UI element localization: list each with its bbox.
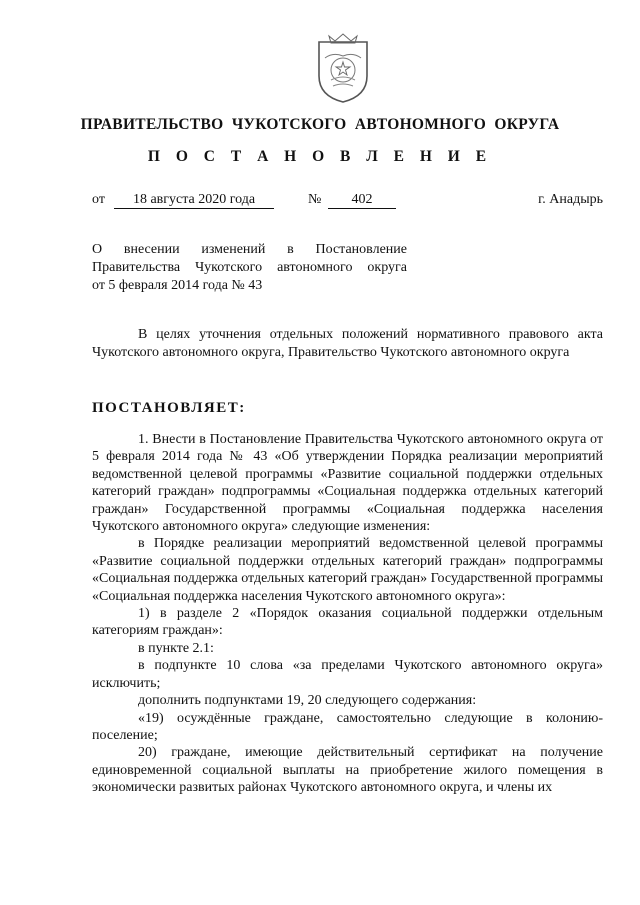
date-prefix: от <box>92 192 105 207</box>
decree-number <box>328 192 396 209</box>
decree-body <box>92 431 603 797</box>
body-paragraph: «19) осуждённые граждане, самостоятельно следующие в колонию-поселение; <box>92 710 603 743</box>
body-paragraph: 1) в разделе 2 «Порядок оказания социальной поддержки отдельным категориям граждан»: <box>92 606 603 639</box>
decree-date <box>114 192 274 209</box>
body-paragraph: в Порядке реализации мероприятий ведомственной целевой программы «Развитие социальной поддержки отдельных категорий граждан» подпрограммы «Социальная поддержка отдельных категорий граждан» Государственной программы «Социальная поддержка населения Чукотского автономного округа»: <box>92 536 603 604</box>
body-paragraph: дополнить подпунктами 19, 20 следующего содержания: <box>138 693 477 709</box>
subject-line: О внесении изменений в Постановление <box>92 242 407 257</box>
body-paragraph: 20) граждане, имеющие действительный сертификат на получение единовременной социальной выплаты на приобретение жилого помещения в экономически развитых районах Чукотского автономного округа, и члены их <box>92 745 603 796</box>
decree-date-value: 18 августа 2020 года <box>114 192 274 209</box>
decree-city: г. Анадырь <box>538 192 603 207</box>
body-paragraph: 1. Внести в Постановление Правительства Чукотского автономного округа от 5 февраля 2014 года № 43 «Об утверждении Порядка реализации мероприятий ведомственной целевой программы «Развитие социальной поддержки отдельных категорий граждан» подпрограммы «Социальная поддержка отдельных категорий граждан» Государственной программы «Социальная поддержка населения Чукотского автономного округа» следующие изменения: <box>92 432 603 535</box>
subject-line: от 5 февраля 2014 года № 43 <box>92 278 263 293</box>
subject-line: Правительства Чукотского автономного округа <box>92 260 407 275</box>
number-prefix: № <box>308 192 322 207</box>
preamble <box>92 326 603 362</box>
decree-title: П О С Т А Н О В Л Е Н И Е <box>147 148 493 165</box>
preamble-text: В целях уточнения отдельных положений нормативного правового акта Чукотского автономного округа, Правительство Чукотского автономного округа <box>92 327 603 360</box>
decree-subject <box>92 241 407 295</box>
resolve-heading: ПОСТАНОВЛЯЕТ: <box>92 400 246 416</box>
body-paragraph: в пункте 2.1: <box>138 640 214 656</box>
chukotka-coat-of-arms-icon <box>313 32 373 104</box>
body-paragraph: в подпункте 10 слова «за пределами Чукотского автономного округа» исключить; <box>92 658 603 691</box>
decree-number-value: 402 <box>328 192 396 209</box>
government-title: ПРАВИТЕЛЬСТВО ЧУКОТСКОГО АВТОНОМНОГО ОКРУГА <box>80 116 560 133</box>
